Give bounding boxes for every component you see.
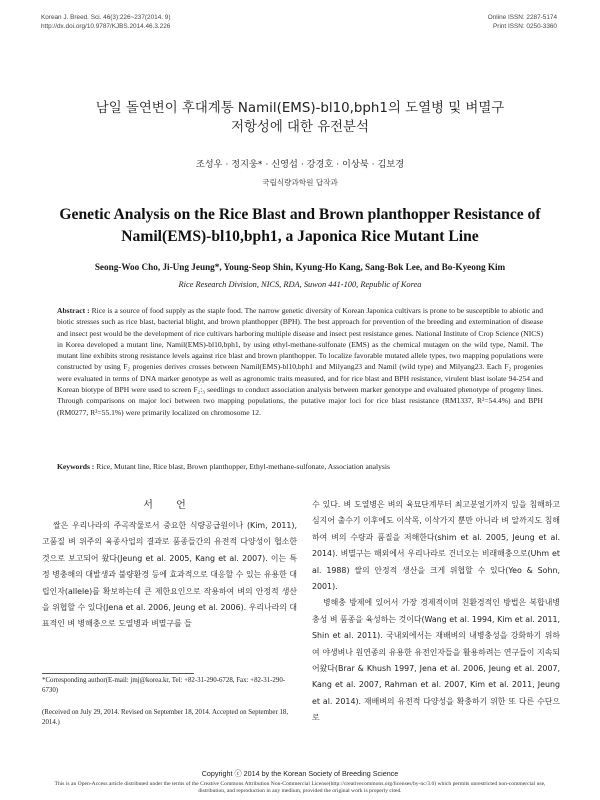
english-title-line1: Genetic Analysis on the Rice Blast and Brown planthopper Resistance of: [59, 206, 541, 223]
korean-authors: 조성우 · 정지웅* · 신영섭 · 강경호 · 이상북 · 김보경: [195, 159, 405, 170]
keywords-text: Rice, Mutant line, Rice blast, Brown planthopper, Ethyl-methane-sulfonate, Association analysis: [96, 462, 390, 471]
english-authors: Seong-Woo Cho, Ji-Ung Jeung*, Young-Seop Shin, Kyung-Ho Kang, Sang-Bok Lee, and Bo-Kyeong Kim: [94, 262, 506, 272]
korean-title-line2: 저항성에 대한 유전분석: [231, 120, 369, 135]
received-dates-note: (Received on July 29, 2014. Revised on September 18, 2014. Accepted on September 18, 2014.): [42, 709, 289, 726]
english-title: [0, 204, 600, 248]
print-issn: Print ISSN: 0250-3360: [493, 23, 557, 31]
doi-link[interactable]: http://dx.doi.org/10.9787/KJBS.2014.46.3.226: [41, 23, 171, 31]
journal-header: [41, 13, 171, 32]
left-column: [42, 518, 297, 633]
abstract-text: Rice is a source of food supply as the staple food. The narrow genetic diversity of Korean Japonica cultivars is prone to be susceptible to abiotic and biotic stresses such as rice blast, bacterial blight, and brown planthopper (BPH). The best approach for prevention of the breeding and extermination of disease and insect pest would be the development of rice cultivars harboring multiple disease and insect pest resistance genes. National Institute of Crop Science (NICS) in Korea developed a mutant line, Namil(EMS)-bl10,bph1, by using ethyl-methane-sulfonate (EMS) as the chemical mutagen on the wild type, Namil. The mutant line exhibits strong resistance levels against rice blast and brown planthopper. To localize favorable mutated allele types, two mapping populations were constructed by using F₂ progenies derives crosses between Namil(EMS)-bl10,bph1 and Milyang23 and Namil (wild type) and Milyang23. Each F₂ progenies were evaluated in terms of DNA marker genotype as well as agronomic traits measured, and for rice blast and BPH resistance, virulent blast isolate 94-254 and Korean biotype of BPH were used to screen F₂:₃ seedlings to conduct association analysis between marker genotype and evaluated phenotype of progeny lines. Through comparisons on major loci between two mapping populations, the putative major loci for rice blast resistance (RM1337, R²=54.4%) and BPH (RM0277, R²=55.1%) were primarily localized on chromosome 12.: [57, 306, 543, 417]
online-issn: Online ISSN: 2287-5174: [487, 14, 557, 21]
abstract-label: Abstract :: [57, 306, 90, 315]
abstract: [57, 305, 543, 418]
right-column: [312, 497, 560, 727]
korean-affiliation: 국립식량과학원 답작과: [262, 178, 338, 187]
intro-paragraph-2: 수 있다. 벼 도열병은 벼의 육묘단계부터 최고분얼기까지 잎을 침해하고 심지어 출수기 이후에도 이삭목, 이삭가지 뿐만 아니라 벼 알까지도 침해하여 벼의 수량과 품질을 저해한다(shim et al. 2005, Jeung et al. 2014). 벼멸구는 해외에서 우리나라로 건너오는 비래해충으로(Uhm et al. 1988) 쌀의 안정적 생산을 크게 위협할 수 있다(Yeo & Sohn, 2001).: [312, 500, 560, 592]
corresponding-author-note: *Corresponding author(E-mail: jmj@korea.kr, Tel: +82-31-290-6728, Fax: +82-31-290-6730): [42, 677, 286, 694]
keywords: [57, 461, 543, 472]
license-notice: This is an Open-Access article distributed under the terms of the Creative Commons Attribution Non-Commercial License(http://creativecommons.org/licenses/by-nc/3.0) which permits unrestricted non-commercial use, distribution, and reproduction in any medium, provided the original work is properly cited.: [54, 781, 546, 794]
journal-citation: Korean J. Breed. Sci. 46(3):226~237(2014. 9): [41, 14, 171, 21]
footnote-divider: [42, 673, 194, 674]
english-affiliation: Rice Research Division, NICS, RDA, Suwon 441-100, Republic of Korea: [178, 280, 422, 289]
keywords-label: Keywords :: [57, 462, 95, 471]
intro-paragraph-1: 쌀은 우리나라의 주곡작물로서 중요한 식량공급원이나 (Kim, 2011), 고품질 벼 위주의 육종사업의 결과로 품종들간의 유전적 다양성이 협소한 것으로 보고되어 왔다(Jeung et al. 2005, Kang et al. 2007). 이는 특정 병충해의 대발생과 불량환경 등에 효과적으로 대응할 수 있는 유용한 대립인자(allele)를 확보하는데 큰 제한요인으로 작용하여 벼의 안정적 생산을 위협할 수 있다(Jena et al. 2006, Jeung et al. 2006). 우리나라의 대표적인 벼 병해충으로 도열병과 벼멸구를 들: [42, 521, 297, 629]
section-title-introduction: 서 언: [143, 500, 196, 511]
copyright-line: Copyright ⓒ 2014 by the Korean Society of Breeding Science: [201, 769, 399, 778]
korean-title-line1: 남일 돌연변이 후대계통 Namil(EMS)-bl10,bph1의 도열병 및 벼멸구: [95, 101, 505, 116]
korean-title: [0, 99, 600, 137]
issn-header: [488, 13, 557, 32]
intro-paragraph-3: 병해충 방제에 있어서 가장 경제적이며 친환경적인 방법은 복합내병충성 벼 품종을 육성하는 것이다(Wang et al. 1994, Kim et al. 2011, Shin et al. 2011). 국내외에서는 재배벼의 내병충성을 강화하기 위하여 야생벼나 원연종의 유용한 유전인자들을 활용하려는 연구들이 지속되어왔다(Brar & Khush 1997, Jena et al. 2006, Jeung et al. 2007, Kang et al. 2007, Rahman et al. 2007, Kim et al. 2011, Jeung et al. 2014). 재배벼의 유전적 다양성을 확충하기 위한 또 다른 수단으로: [312, 598, 560, 723]
english-title-line2: Namil(EMS)-bl10,bph1, a Japonica Rice Mutant Line: [121, 228, 479, 245]
